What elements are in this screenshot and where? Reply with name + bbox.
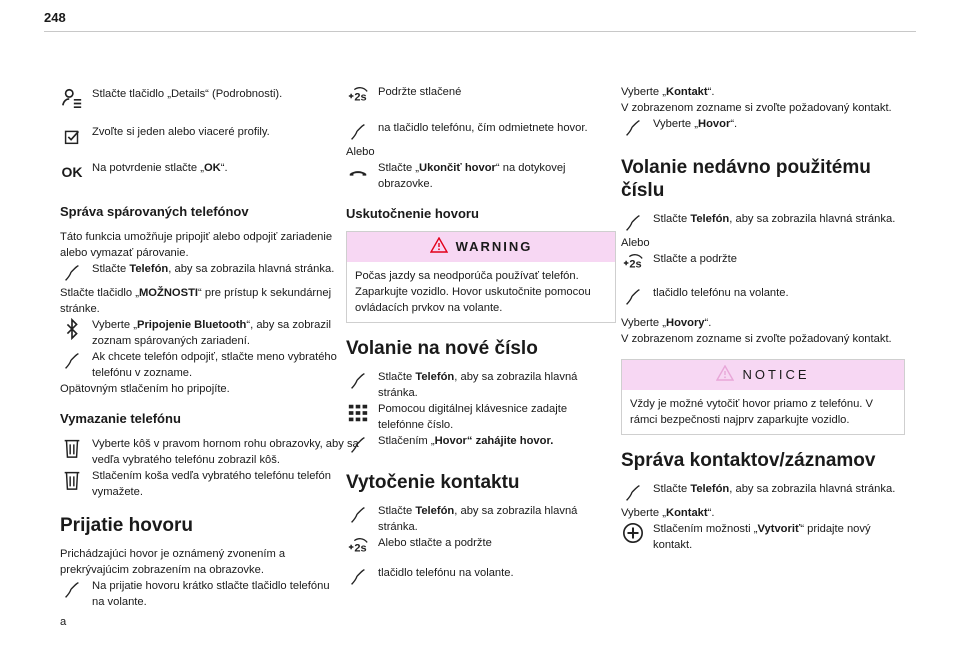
profile-check-icon — [60, 124, 84, 148]
phone-wheel-icon — [621, 285, 645, 309]
prijatie-a: a — [60, 616, 67, 628]
warning-body: Počas jazdy sa neodporúča používať telefón. Zaparkujte vozidlo. Hovor uskutočnite pomocou ovládacích prvkov na volante. — [355, 270, 591, 314]
ned-step-1: Stlačte Telefón, aby sa zobrazila hlavná stránka. — [621, 211, 905, 235]
add-icon — [621, 521, 645, 545]
hold-2s-icon — [346, 84, 370, 108]
nove-step-3: Stlačením „Hovor“ zahájite hovor. — [346, 433, 616, 457]
notice-box — [621, 359, 905, 435]
sk-kontakt: Vyberte „Kontakt“. — [621, 507, 715, 519]
vyt-step-2: 2s Alebo stlačte a podržte — [346, 535, 616, 559]
step-ok: OK Na potvrdenie stlačte „OK“. — [60, 160, 340, 184]
phone-wheel-icon — [621, 211, 645, 235]
trash-icon — [60, 436, 84, 460]
trash-icon — [60, 468, 84, 492]
ukoncit-step: Stlačte „Ukončiť hovor“ na dotykovej obrazovke. — [346, 160, 616, 192]
step-details: Stlačte tlačidlo „Details“ (Podrobnosti). — [60, 86, 340, 110]
svg-text:2s: 2s — [354, 542, 367, 555]
ok-icon: OK — [61, 164, 83, 180]
phone-wheel-icon — [60, 349, 84, 373]
details-icon — [60, 86, 84, 110]
notice-icon — [716, 365, 734, 385]
hovory-text: V zobrazenom zozname si zvoľte požadovaný kontakt. — [621, 333, 892, 345]
column-2 — [346, 84, 616, 589]
keypad-icon — [346, 401, 370, 425]
sprava-moznosti: Stlačte tlačidlo „MOŽNOSTI“ pre prístup k sekundárnej stránke. — [60, 287, 332, 315]
odmietnete-step: na tlačidlo telefónu, čím odmietnete hovor. — [346, 120, 616, 144]
phone-wheel-icon — [346, 369, 370, 393]
svg-text:2s: 2s — [629, 258, 642, 271]
hovory-select: Vyberte „Hovory“. — [621, 317, 712, 329]
alebo: Alebo — [346, 146, 375, 158]
phone-wheel-icon — [621, 481, 645, 505]
step-profiles: Zvoľte si jeden alebo viaceré profily. — [60, 124, 340, 148]
ned-step-2: 2s Stlačte a podržte — [621, 251, 905, 275]
sprava-step-bluetooth: Vyberte „Pripojenie Bluetooth“, aby sa zobrazil zoznam spárovaných zariadení. — [60, 317, 340, 349]
end-call-icon — [346, 160, 370, 184]
phone-wheel-icon — [346, 503, 370, 527]
vym-step-2: Stlačením koša vedľa vybratého telefónu telefón vymažete. — [60, 468, 340, 500]
warning-icon — [430, 237, 448, 257]
svg-text:2s: 2s — [354, 91, 367, 104]
vym-step-1: Vyberte kôš v pravom hornom rohu obrazovky, aby sa vedľa vybratého telefónu zobrazil kôš. — [60, 436, 340, 468]
warning-box — [346, 231, 616, 323]
phone-wheel-icon — [621, 116, 645, 140]
column-1 — [60, 84, 359, 630]
warning-header: WARNING — [347, 232, 615, 262]
alebo-3: Alebo — [621, 237, 650, 249]
page-number: 248 — [44, 10, 66, 25]
vyt-step-3: tlačidlo telefónu na volante. — [346, 565, 616, 589]
header-rule — [44, 31, 916, 32]
heading-prijatie: Prijatie hovoru — [60, 515, 194, 536]
heading-vymazanie: Vymazanie telefónu — [60, 411, 181, 426]
heading-vytocenie: Vytočenie kontaktu — [346, 472, 520, 493]
sk-step-vytvorit: Stlačením možnosti „Vytvoriť“ pridajte nový kontakt. — [621, 521, 905, 553]
bluetooth-icon — [60, 317, 84, 341]
phone-wheel-icon — [346, 433, 370, 457]
column-3 — [621, 84, 905, 553]
heading-nove: Volanie na nové číslo — [346, 338, 538, 359]
heading-sprava-kontaktov: Správa kontaktov/záznamov — [621, 450, 876, 471]
phone-wheel-icon — [60, 578, 84, 602]
sprava-step-odpojit: Ak chcete telefón odpojiť, stlačte meno vybratého telefónu v zozname. — [60, 349, 340, 381]
phone-wheel-icon — [60, 261, 84, 285]
sprava-intro: Táto funkcia umožňuje pripojiť alebo odpojiť zariadenie alebo vymazať párovanie. — [60, 231, 333, 259]
vyt-step-1: Stlačte Telefón, aby sa zobrazila hlavná stránka. — [346, 503, 616, 535]
hovor-step: Vyberte „Hovor“. — [621, 116, 905, 140]
kontakt-text: V zobrazenom zozname si zvoľte požadovaný kontakt. — [621, 102, 892, 114]
heading-nedavno: Volanie nedávno použitému číslu — [621, 157, 871, 201]
prij-step-1: Na prijatie hovoru krátko stlačte tlačidlo telefónu na volante. — [60, 578, 340, 610]
heading-sprava: Správa spárovaných telefónov — [60, 204, 249, 219]
sprava-opat: Opätovným stlačením ho pripojíte. — [60, 383, 230, 395]
nove-step-1: Stlačte Telefón, aby sa zobrazila hlavná stránka. — [346, 369, 616, 401]
notice-header: NOTICE — [622, 360, 904, 390]
phone-wheel-icon — [346, 120, 370, 144]
ned-step-3: tlačidlo telefónu na volante. — [621, 285, 905, 309]
hold-2s-icon — [621, 251, 645, 275]
podrzte-step: 2s Podržte stlačené — [346, 84, 616, 108]
notice-body: Vždy je možné vytočiť hovor priamo z telefónu. V rámci bezpečnosti najprv zaparkujte vozidlo. — [630, 398, 873, 426]
hold-2s-icon — [346, 535, 370, 559]
nove-step-2: Pomocou digitálnej klávesnice zadajte telefónne číslo. — [346, 401, 616, 433]
prijatie-intro: Prichádzajúci hovor je oznámený zvonením a prekrývajúcim zobrazením na obrazovke. — [60, 548, 286, 576]
kontakt-select: Vyberte „Kontakt“. — [621, 86, 715, 98]
phone-wheel-icon — [346, 565, 370, 589]
sprava-step-telefon: Stlačte Telefón, aby sa zobrazila hlavná stránka. — [60, 261, 340, 285]
heading-uskutocnenie: Uskutočnenie hovoru — [346, 206, 479, 221]
sk-step-1: Stlačte Telefón, aby sa zobrazila hlavná stránka. — [621, 481, 905, 505]
